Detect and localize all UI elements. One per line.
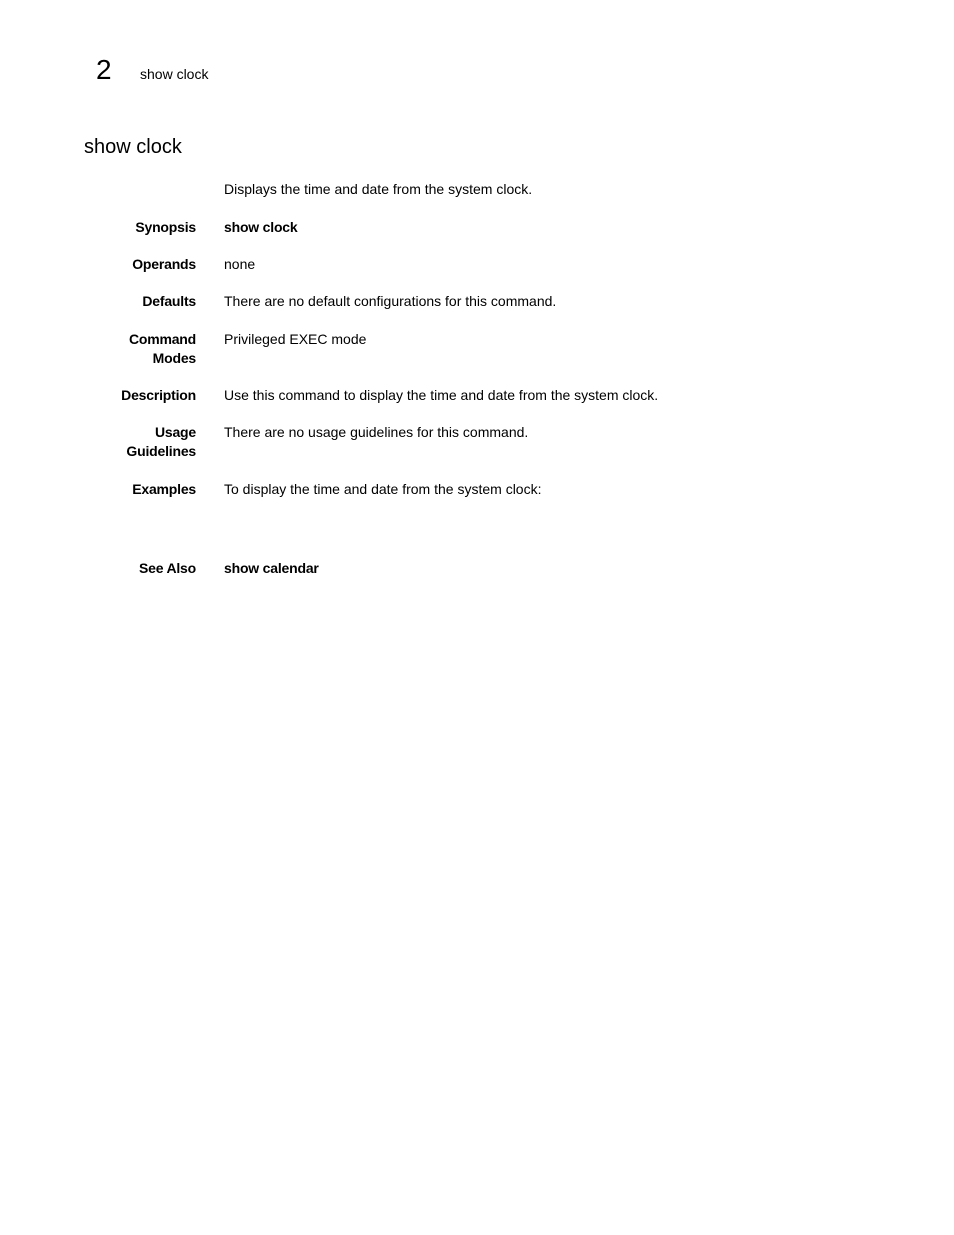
synopsis-label: Synopsis	[135, 219, 196, 235]
synopsis-value: show clock	[224, 219, 298, 235]
description-value: Use this command to display the time and date from the system clock.	[224, 387, 659, 403]
running-header-title: show clock	[140, 66, 209, 82]
usage-guidelines-label-line2: Guidelines	[126, 443, 196, 459]
chapter-number: 2	[96, 54, 112, 85]
usage-guidelines-value: There are no usage guidelines for this command.	[224, 424, 529, 440]
command-modes-value: Privileged EXEC mode	[224, 331, 367, 347]
usage-guidelines-label-line1: Usage	[154, 424, 196, 440]
operands-value: none	[224, 256, 256, 272]
command-modes-label-line2: Modes	[152, 350, 196, 366]
intro-text: Displays the time and date from the system clock.	[224, 181, 533, 197]
command-modes-label	[66, 330, 196, 368]
command-modes-label-line1: Command	[128, 331, 196, 347]
defaults-label: Defaults	[142, 293, 196, 309]
examples-label: Examples	[132, 481, 196, 497]
examples-value: To display the time and date from the system clock:	[224, 481, 542, 497]
see-also-label: See Also	[138, 560, 196, 576]
page-title: show clock	[84, 136, 182, 158]
see-also-value: show calendar	[224, 560, 319, 576]
usage-guidelines-label	[66, 423, 196, 461]
operands-label: Operands	[132, 256, 196, 272]
description-label: Description	[121, 387, 196, 403]
defaults-value: There are no default configurations for this command.	[224, 293, 557, 309]
